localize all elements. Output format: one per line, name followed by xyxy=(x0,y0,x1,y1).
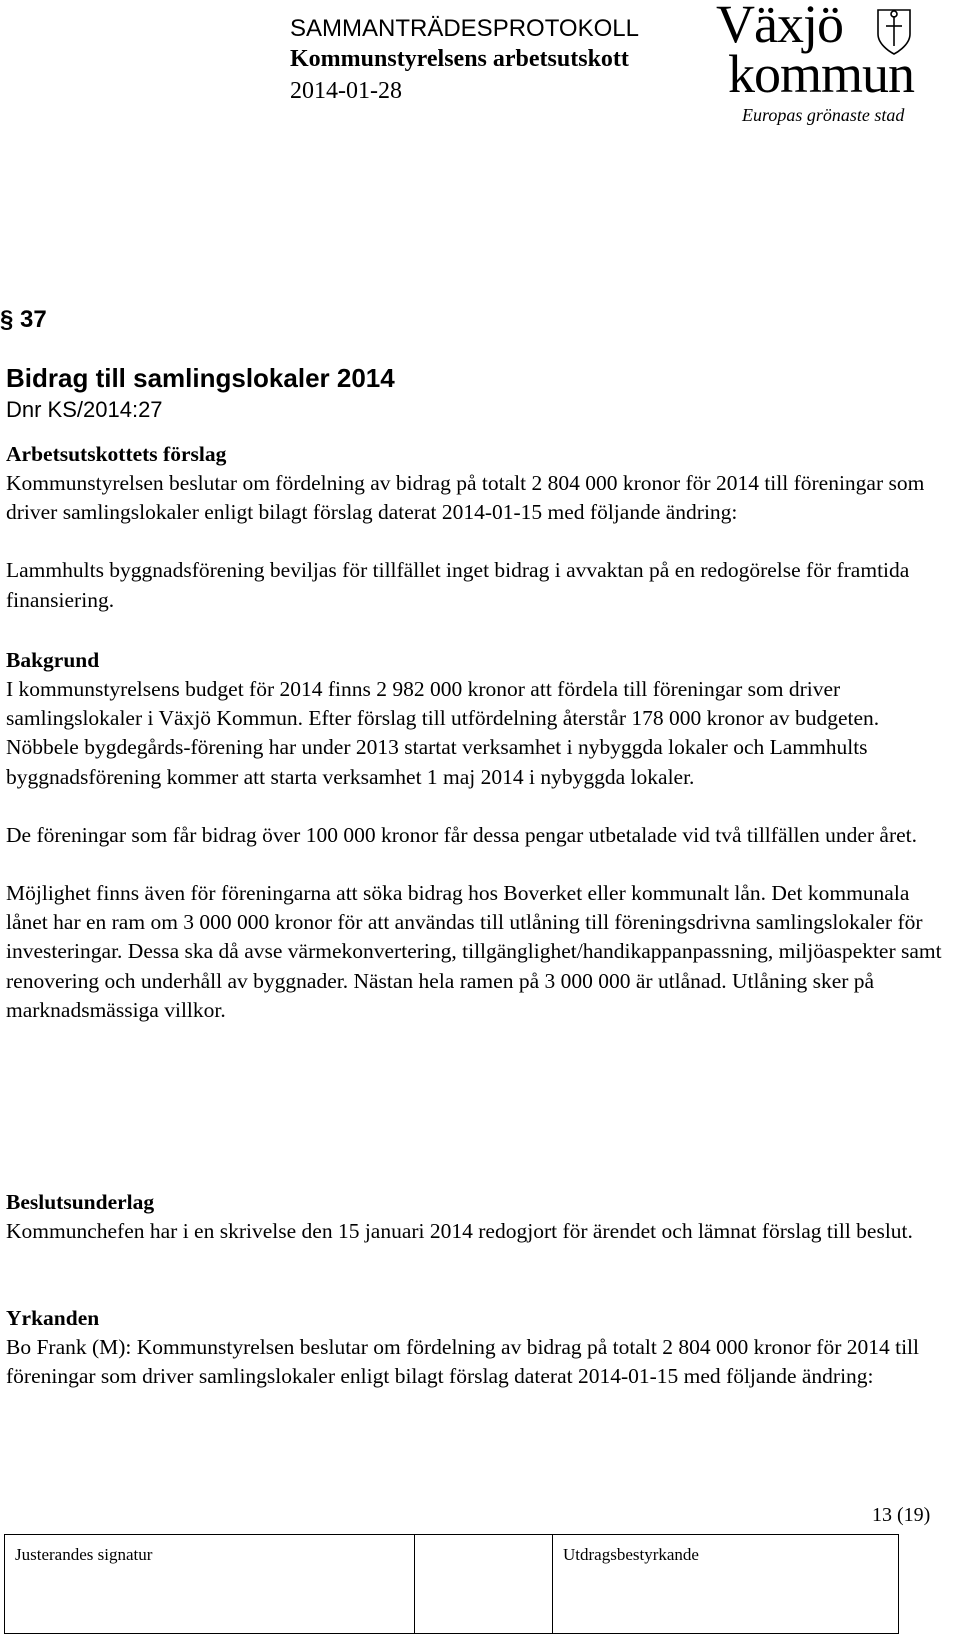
meeting-date: 2014-01-28 xyxy=(290,78,402,104)
background-paragraph-3: Möjlighet finns även för föreningarna att söka bidrag hos Boverket eller kommunalt lån. Det kommunala lånet har en ram om 3 000 000 kronor för att användas till utlåning till föreningsdrivna samlingslokaler för investeringar. Dessa ska då avse värmekonvertering, tillgänglighet/handikappanpassning, miljöaspekter samt renovering och underhåll av byggnader. Nästan hela ramen på 3 000 000 är utlånad. Utlåning sker på marknadsmässiga villkor. xyxy=(6,881,942,1022)
logo-wordmark-line1: Växjö xyxy=(716,0,843,54)
crest-icon xyxy=(872,4,942,58)
proposal-heading: Arbetsutskottets förslag xyxy=(6,442,227,466)
signature-cell-blank xyxy=(415,1535,553,1633)
decision-basis-section xyxy=(6,1188,946,1246)
motions-heading: Yrkanden xyxy=(6,1306,100,1330)
background-paragraph-1: I kommunstyrelsens budget för 2014 finns 2 982 000 kronor att fördela till föreningar som driver samlingslokaler i Växjö Kommun. Efter förslag till utfördelning återstår 178 000 kronor av budgeten. Nöbbele bygdegårds-förening har under 2013 startat verksamhet i nybyggda lokaler och Lammhults byggnadsförening kommer att starta verksamhet 1 maj 2014 i nybyggda lokaler. xyxy=(6,677,880,789)
background-heading: Bakgrund xyxy=(6,648,100,672)
background-section xyxy=(6,646,946,1025)
protocol-title: SAMMANTRÄDESPROTOKOLL xyxy=(290,15,639,42)
background-paragraph-2: De föreningar som får bidrag över 100 000 kronor får dessa pengar utbetalade vid två tillfällen under året. xyxy=(6,822,918,847)
paragraph-number: § 37 xyxy=(0,306,47,333)
case-number: Dnr KS/2014:27 xyxy=(6,397,163,422)
decision-basis-text: Kommunchefen har i en skrivelse den 15 januari 2014 redogjort för ärendet och lämnat förslag till beslut. xyxy=(6,1219,913,1243)
motions-section xyxy=(6,1304,946,1391)
decision-basis-heading: Beslutsunderlag xyxy=(6,1190,155,1214)
committee-name: Kommunstyrelsens arbetsutskott xyxy=(290,46,629,72)
proposal-text: Kommunstyrelsen beslutar om fördelning av bidrag på totalt 2 804 000 kronor för 2014 till föreningar som driver samlingslokaler enligt bilagt förslag daterat 2014-01-15 med följande ändring: xyxy=(6,471,925,525)
page-number: 13 (19) xyxy=(872,1504,931,1526)
logo-wordmark-line2: kommun xyxy=(728,44,915,104)
logo-tagline: Europas grönaste stad xyxy=(742,105,905,125)
extract-cell xyxy=(553,1535,898,1633)
signature-cell xyxy=(5,1535,415,1633)
proposal-change: Lammhults byggnadsförening beviljas för tillfället inget bidrag i avvaktan på en redogörelse för framtida finansiering. xyxy=(6,558,910,612)
proposal-section xyxy=(6,440,946,615)
signature-label: Justerandes signatur xyxy=(15,1545,153,1564)
motions-text: Bo Frank (M): Kommunstyrelsen beslutar om fördelning av bidrag på totalt 2 804 000 kronor för 2014 till föreningar som driver samlingslokaler enligt bilagt förslag daterat 2014-01-15 med följande ändring: xyxy=(6,1335,920,1389)
footer-signature-table xyxy=(4,1534,899,1634)
item-title: Bidrag till samlingslokaler 2014 xyxy=(6,363,395,393)
extract-label: Utdragsbestyrkande xyxy=(563,1545,699,1564)
